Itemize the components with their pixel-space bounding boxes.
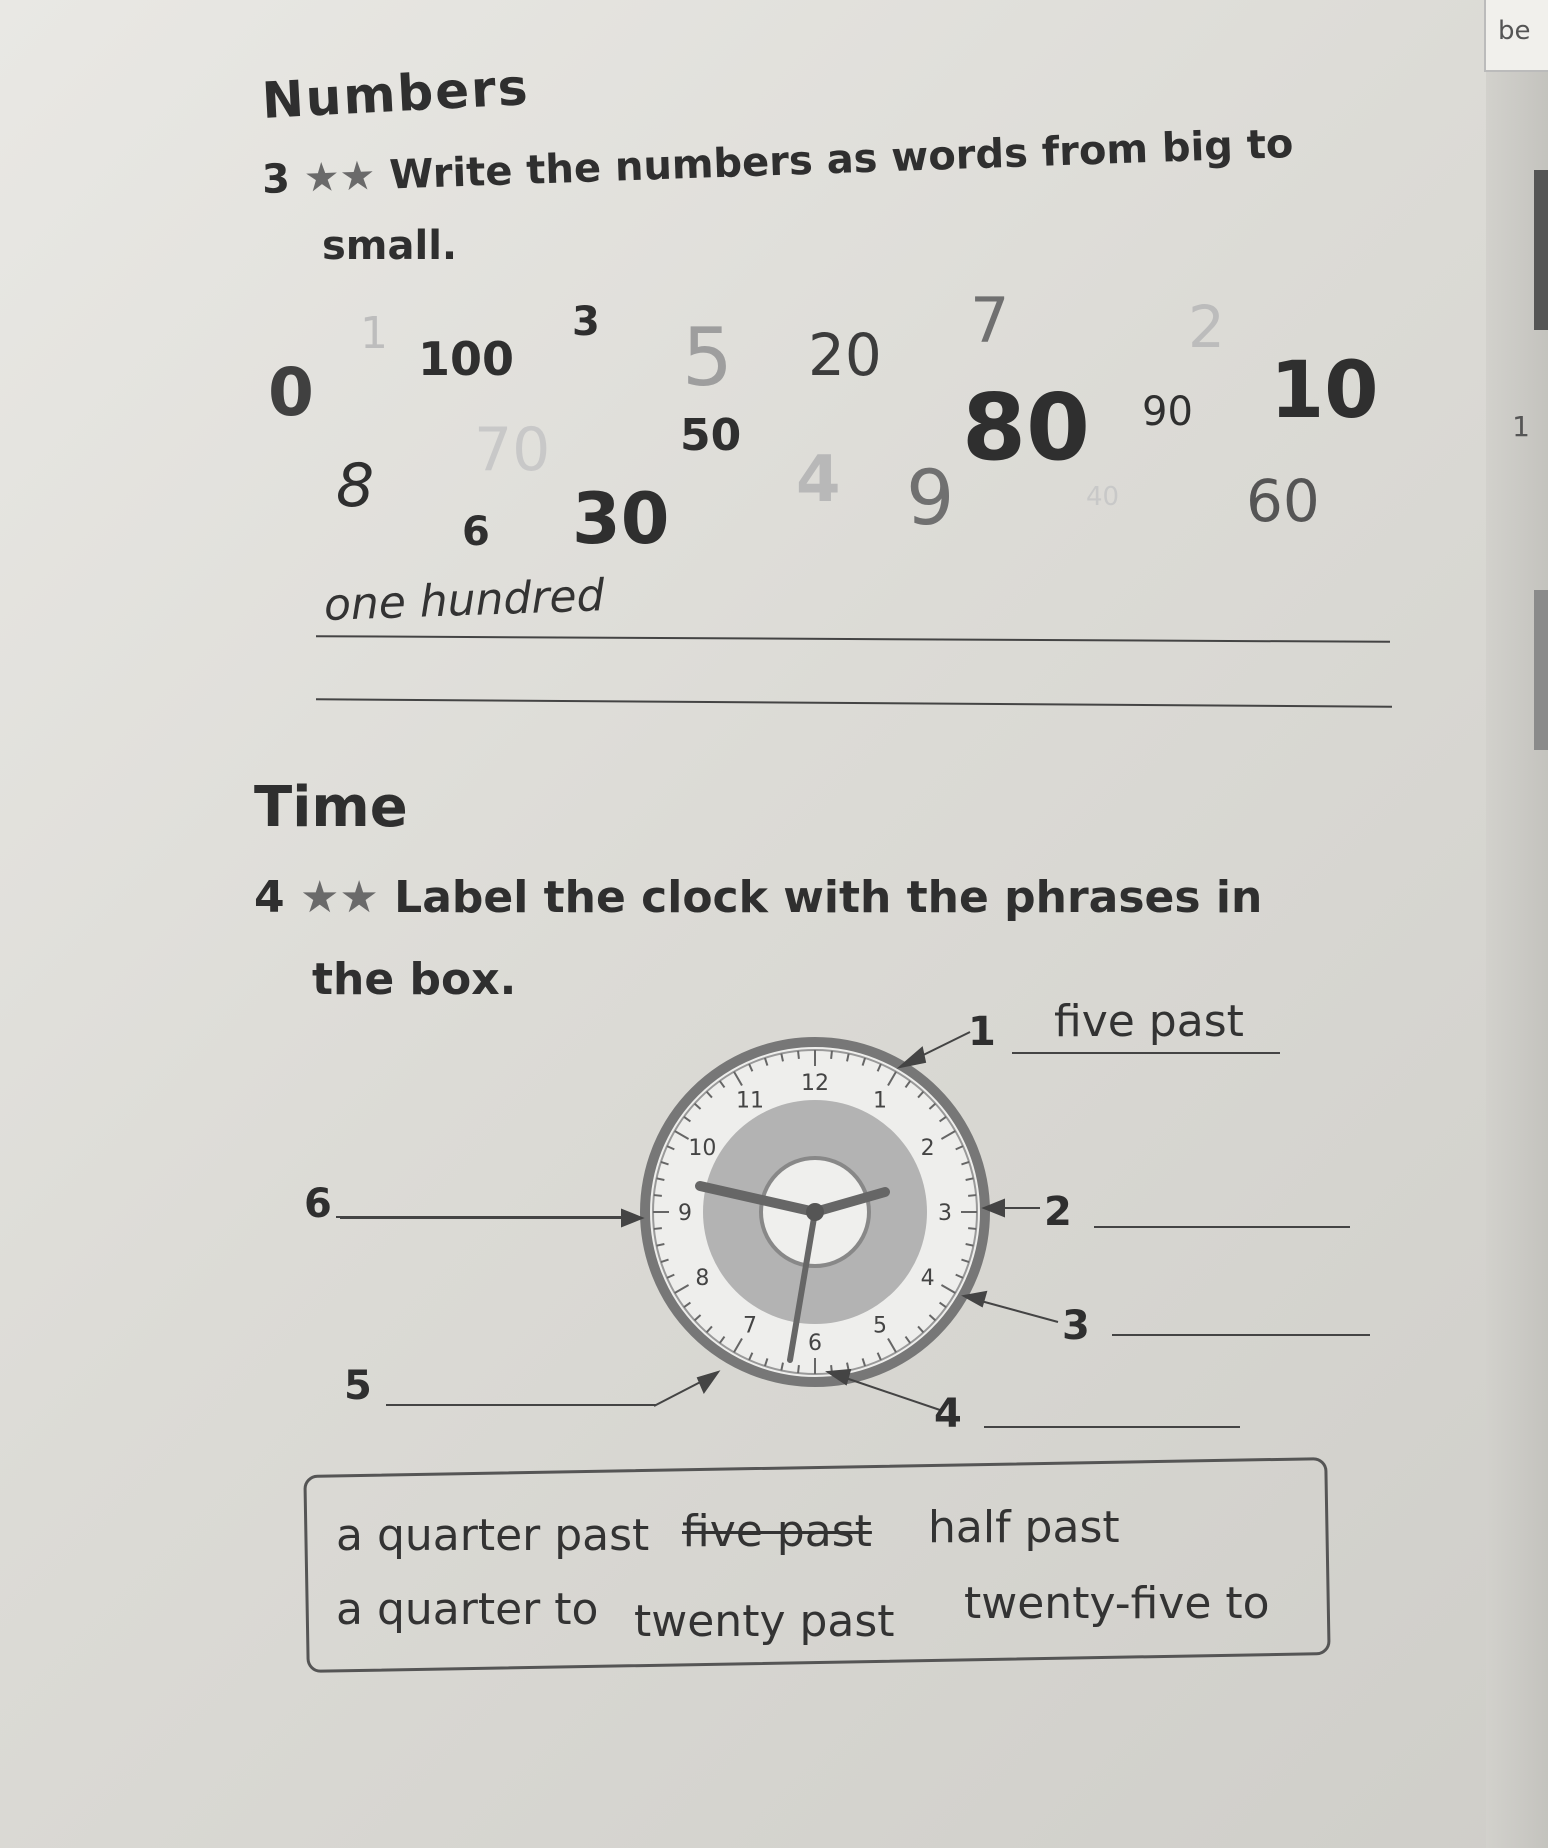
exercise-4-text-line2: the box. [312,954,517,1005]
clock-tick [798,1365,799,1373]
arrow-4 [834,1374,940,1410]
clock-hour-numeral: 9 [678,1201,692,1226]
number-item: 3 [572,299,600,345]
number-item: 100 [418,332,515,386]
difficulty-stars: ★★ [299,872,379,923]
answer-line-label-4 [984,1426,1240,1428]
arrow-5-head [698,1372,718,1392]
exercise-4-text: Label the clock with the phrases in [394,872,1263,923]
exercise-3-text-line2: small. [322,223,458,269]
number-item: 40 [1086,482,1120,512]
phrase-a-quarter-past: a quarter past [336,1510,650,1561]
number-item: 70 [474,415,551,485]
phrase-half-past: half past [928,1502,1120,1553]
number-item: 80 [962,374,1091,481]
clock-hour-numeral: 6 [808,1331,822,1356]
clock-hour-numeral: 11 [736,1088,764,1114]
exercise-3-number: 3 [261,156,291,203]
numbers-heading: Numbers [260,58,531,130]
clock-hour-numeral: 4 [920,1266,935,1291]
clock-center [806,1203,824,1221]
phrase-a-quarter-to: a quarter to [336,1584,599,1635]
phrase-twenty-five-to: twenty-five to [964,1578,1270,1629]
arrow-1-head [900,1048,925,1067]
number-item: 8 [336,451,375,521]
answer-line-label-1 [1012,1052,1280,1054]
arrow-6-head [622,1210,642,1226]
exercise-4-number: 4 [254,872,285,923]
clock-tick [968,1228,976,1229]
number-item: 9 [906,453,955,542]
exercise-3-text: Write the numbers as words from big to [388,120,1295,199]
clock-label-3-number: 3 [1062,1303,1090,1349]
answer-handwriting: one hundred [323,570,606,631]
number-item: 20 [808,321,882,389]
next-page-top-text: be [1498,16,1531,46]
clock-label-6-number: 6 [304,1181,332,1227]
clock-hour-numeral: 7 [743,1313,757,1339]
answer-line-label-6 [336,1216,626,1218]
number-item: 1 [360,308,388,359]
clock-label-4-number: 4 [934,1391,962,1437]
clock-hour-numeral: 1 [873,1088,887,1114]
clock-hour-numeral: 5 [873,1313,887,1339]
next-page-number: 1 [1512,410,1530,443]
answer-line-label-5 [386,1404,656,1406]
answer-line-label-3 [1112,1334,1370,1336]
clock-tick [831,1051,832,1059]
clock-hour-numeral: 3 [938,1201,952,1226]
clock-tick [654,1228,662,1229]
clock-tick [654,1195,662,1196]
clock-hour-numeral: 10 [688,1136,717,1161]
clock-hour-numeral: 12 [801,1071,829,1096]
clock-label-1-number: 1 [968,1009,996,1055]
phrase-five-past-crossed: five past [682,1506,872,1557]
clock-label-2-number: 2 [1044,1189,1072,1235]
number-item: 7 [970,284,1010,357]
answer-line-label-2 [1094,1226,1350,1228]
time-heading: Time [254,775,408,840]
number-item: 60 [1246,467,1320,535]
difficulty-stars: ★★ [302,153,377,202]
clock-hour-numeral: 2 [920,1136,935,1161]
clock-hour-numeral: 8 [695,1266,710,1291]
number-item: 4 [796,443,841,517]
number-item: 50 [680,410,742,461]
clock-label-1-answer: five past [1054,996,1244,1047]
clock-tick [968,1195,976,1196]
number-item: 6 [462,509,490,555]
clock-tick [798,1051,799,1059]
number-item: 90 [1142,389,1193,435]
number-item: 2 [1188,293,1225,361]
number-item: 10 [1270,346,1379,436]
clock-label-5-number: 5 [344,1363,372,1409]
phrase-twenty-past: twenty past [634,1596,895,1647]
number-item: 0 [268,354,314,431]
number-item: 5 [682,311,733,404]
number-item: 30 [572,478,670,560]
